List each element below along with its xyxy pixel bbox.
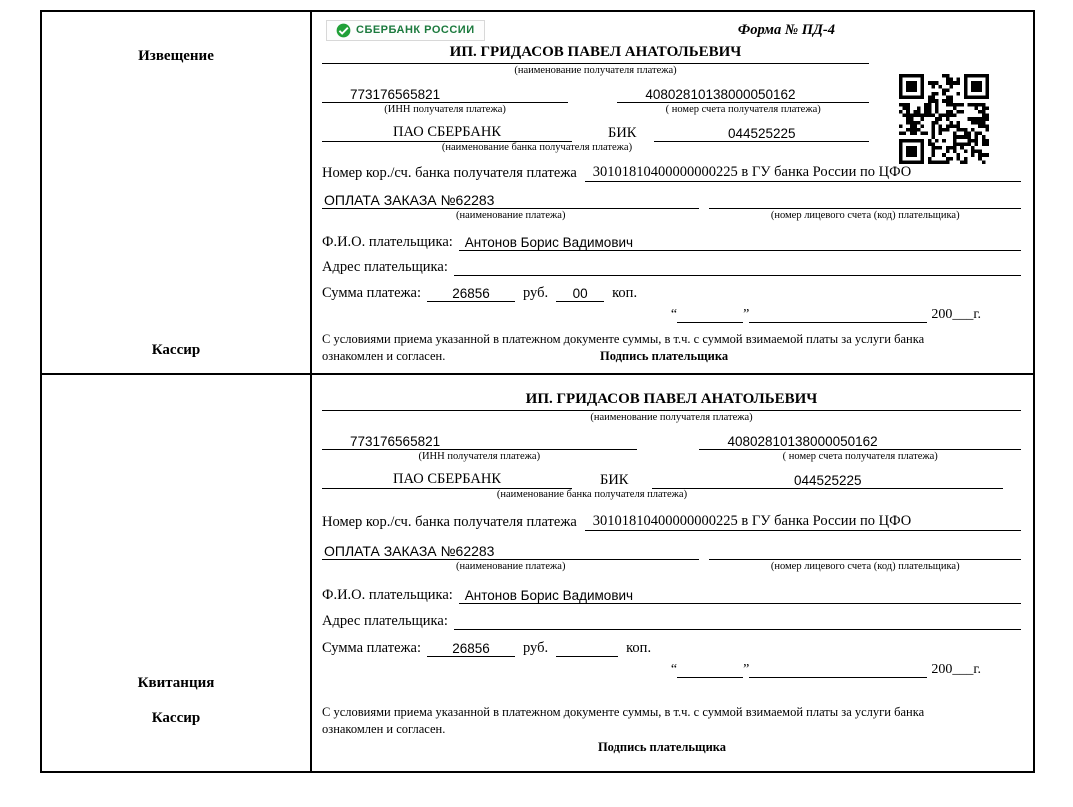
rub-label: руб. — [523, 285, 549, 302]
bank-row — [322, 468, 1021, 489]
notice-content — [312, 12, 1033, 373]
amount-label: Сумма платежа: — [322, 640, 421, 657]
terms-text: С условиями приема указанной в платежном документе суммы, в т.ч. с суммой взимаемой платы за услуги банка ознакомлен и согласен. — [322, 332, 925, 363]
kop-label: коп. — [626, 640, 652, 657]
date-day-blank — [677, 665, 743, 678]
rub-label: руб. — [523, 640, 549, 657]
recipient-caption: (наименование получателя платежа) — [514, 65, 677, 76]
corr-account-label: Номер кор./сч. банка получателя платежа — [322, 514, 577, 531]
date-line — [322, 662, 1021, 680]
date-month-blank — [749, 310, 927, 323]
personal-account-caption: (номер лицевого счета (код) плательщика) — [770, 561, 960, 573]
bank-name: ПАО СБЕРБАНК — [322, 124, 572, 142]
account-value: 40802810138000050162 — [699, 434, 1021, 450]
corr-account-value: 30101810400000000225 в ГУ банка России по ЦФО — [585, 164, 1021, 182]
date-day-blank — [677, 310, 743, 323]
payment-form-pd4 — [40, 10, 1035, 773]
form-title: Форма № ПД-4 — [737, 21, 835, 38]
notice-label: Извещение — [138, 48, 214, 64]
payer-name-value: Антонов Борис Вадимович — [459, 235, 1021, 251]
kop-label: коп. — [612, 285, 638, 302]
signature-label: Подпись плательщика — [597, 740, 727, 755]
receipt-label: Квитанция — [137, 675, 215, 691]
amount-rub-value: 26856 — [427, 641, 515, 657]
bank-caption: (наименование банка получателя платежа) — [496, 489, 688, 501]
payer-name-label: Ф.И.О. плательщика: — [322, 234, 453, 251]
purpose-caption: (наименование платежа) — [455, 561, 566, 573]
receipt-left-column — [42, 375, 312, 771]
cashier-label: Кассир — [151, 710, 201, 726]
sberbank-logo-icon — [336, 23, 351, 38]
quote-open: “ — [670, 662, 678, 678]
payer-name-label: Ф.И.О. плательщика: — [322, 587, 453, 604]
bik-value: 044525225 — [652, 473, 1003, 489]
payer-address-value — [454, 629, 1021, 630]
inn-value: 773176565821 — [322, 87, 568, 103]
recipient-caption: (наименование получателя платежа) — [590, 412, 753, 423]
notice-left-column — [42, 12, 312, 373]
cashier-label: Кассир — [151, 342, 201, 358]
amount-kop-value — [556, 656, 618, 657]
bik-value: 044525225 — [654, 126, 869, 142]
amount-label: Сумма платежа: — [322, 285, 421, 302]
inn-caption: (ИНН получателя платежа) — [384, 104, 506, 116]
terms-text: С условиями приема указанной в платежном документе суммы, в т.ч. с суммой взимаемой платы за услуги банка ознакомлен и согласен. — [322, 705, 925, 736]
bank-row — [322, 121, 869, 142]
payer-name-value: Антонов Борис Вадимович — [459, 588, 1021, 604]
amount-kop-value: 00 — [556, 286, 604, 302]
corr-account-value: 30101810400000000225 в ГУ банка России по ЦФО — [585, 513, 1021, 531]
recipient-name: ИП. ГРИДАСОВ ПАВЕЛ АНАТОЛЬЕВИЧ — [322, 44, 869, 64]
date-month-blank — [749, 665, 927, 678]
sberbank-logo-text: СБЕРБАНК РОССИИ — [356, 24, 475, 36]
corr-account-label: Номер кор./сч. банка получателя платежа — [322, 165, 577, 182]
bank-name: ПАО СБЕРБАНК — [322, 471, 572, 489]
receipt-content — [312, 375, 1033, 771]
qr-code — [895, 74, 993, 164]
personal-account-caption: (номер лицевого счета (код) плательщика) — [770, 210, 960, 222]
payer-address-value — [454, 275, 1021, 276]
quote-open: “ — [670, 307, 678, 323]
sberbank-logo — [326, 20, 485, 41]
year-suffix: 200___г. — [931, 662, 981, 678]
purpose-caption: (наименование платежа) — [455, 210, 566, 222]
bik-label: БИК — [600, 472, 629, 489]
year-suffix: 200___г. — [931, 307, 981, 323]
account-caption: ( номер счета получателя платежа) — [782, 451, 938, 463]
recipient-name: ИП. ГРИДАСОВ ПАВЕЛ АНАТОЛЬЕВИЧ — [322, 391, 1021, 411]
quote-close: ” — [743, 662, 750, 678]
account-value: 40802810138000050162 — [617, 87, 869, 103]
quote-close: ” — [743, 307, 750, 323]
payment-purpose-value: ОПЛАТА ЗАКАЗА №62283 — [322, 543, 699, 560]
inn-caption: (ИНН получателя платежа) — [418, 451, 541, 463]
payer-address-label: Адрес плательщика: — [322, 259, 448, 276]
account-caption: ( номер счета получателя платежа) — [665, 104, 821, 116]
section-notice — [42, 12, 1033, 375]
section-receipt — [42, 375, 1033, 771]
date-line — [322, 307, 1021, 325]
payer-address-label: Адрес плательщика: — [322, 613, 448, 630]
signature-label: Подпись плательщика — [600, 348, 729, 363]
bank-caption: (наименование банка получателя платежа) — [441, 142, 633, 154]
amount-rub-value: 26856 — [427, 286, 515, 302]
bik-label: БИК — [608, 125, 637, 142]
inn-value: 773176565821 — [322, 434, 637, 450]
payment-purpose-value: ОПЛАТА ЗАКАЗА №62283 — [322, 192, 699, 209]
terms-block — [322, 331, 977, 364]
